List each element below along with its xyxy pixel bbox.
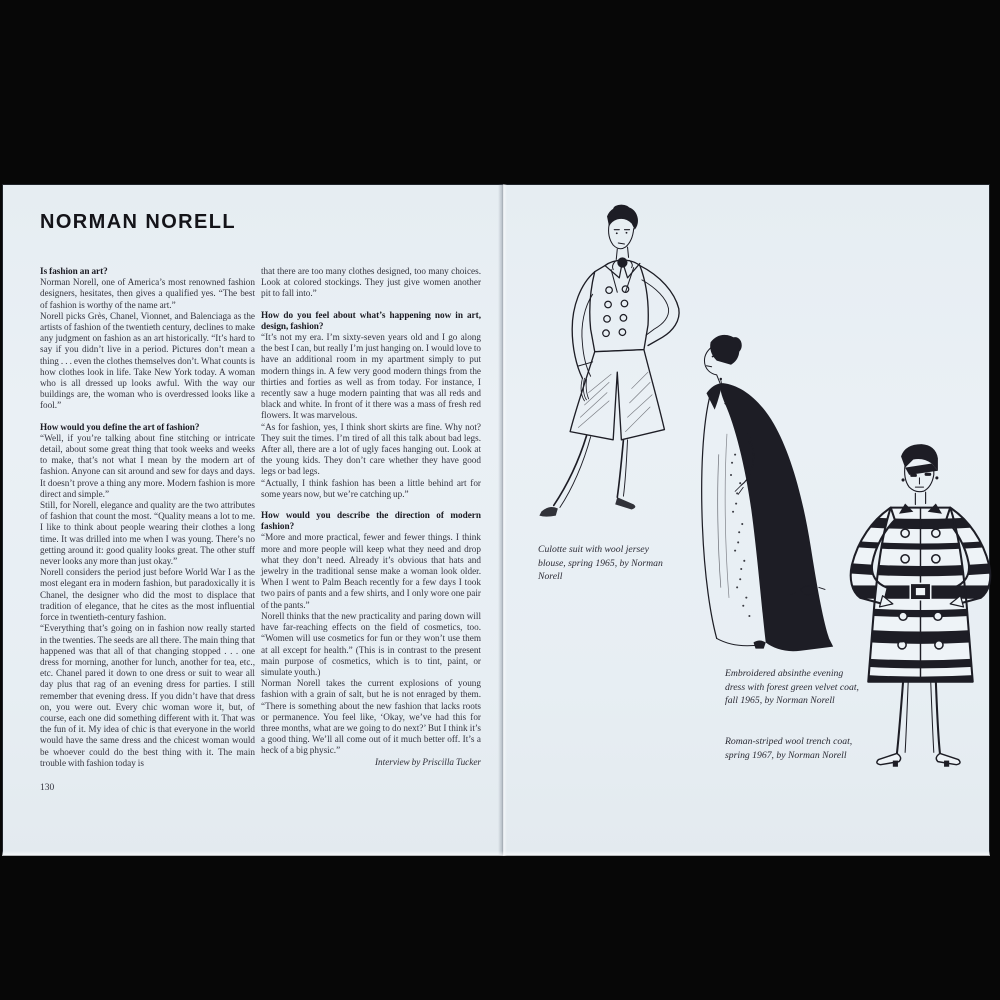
paragraph: “Well, if you’re talking about fine stitching or intricate detail, about some great thing that took weeks and weeks to make, that’s not what I mean by the modern art of fashion. Anyone can sit around and sew for days and days. It doesn’t prove a thing any more. Modern fashion is more direct and simple.” — [40, 432, 255, 499]
paragraph: “As for fashion, yes, I think short skirts are fine. Why not? They suit the times. I’m tired of all this talk about bad legs. After all, there are a lot of ugly faces hanging out. Look at the young kids. They don’t care whether they have good legs or bad legs. — [261, 421, 481, 477]
paragraph: Norman Norell takes the current explosions of young fashion with a grain of salt, but he is not enraged by them. “There is something about the new fashion that lacks roots or permanence. You feel like, ‘Okay, we’ve had this for three months, what are we going to do next?’ But I think it’s a good thing. We’ll all come out of it much better off. It’s a heck of a big physic.” — [261, 678, 481, 756]
book-spread — [2, 184, 990, 856]
paragraph: Norell considers the period just before World War I as the most elegant era in modern fashion, but paradoxically it is Chanel, the designer who did the most to displace that tradition of elegance, that he cites as the most influential force in twentieth-century fashion. — [40, 567, 255, 623]
article-body — [40, 266, 481, 769]
illustration-caption: Roman-striped wool trench coat, spring 1967, by Norman Norell — [725, 736, 853, 761]
paragraph: “It’s not my era. I’m sixty-seven years old and I go along the best I can, but really I’m just hanging on. I would love to have an additional room in my apartment simply to put modern things in. A few very good modern things from the thirties and forties as well as from today. For instance, I recently saw a huge modern painting that was all reds and black and white. In front of it there was a mass of fresh red flowers. It was marvelous. — [261, 332, 481, 421]
paragraph: that there are too many clothes designed, too many choices. Look at colored stockings. They just give women another pit to fall into.” — [261, 266, 481, 299]
paragraph: Norman Norell, one of America’s most renowned fashion designers, hesitates, then gives a qualified yes. “The best of fashion is worthy of the name art.” — [40, 277, 255, 310]
evening-dress-illustration — [658, 332, 850, 664]
byline: Interview by Priscilla Tucker — [374, 756, 481, 767]
question-heading: How would you describe the direction of modern fashion? — [261, 510, 481, 532]
question-heading: Is fashion an art? — [40, 266, 108, 276]
paragraph: “More and more practical, fewer and fewer things. I think more and more people will keep what they need and drop what they don’t need. Already it’s obvious that hats and jewelry in the traditional sense make a woman look older. When I went to Palm Beach recently for a few days I took two pairs of pants and a few shirts, and I only wore one pair of the pants.” — [261, 532, 481, 610]
illustration-caption: Culotte suit with wool jersey blouse, spring 1965, by Norman Norell — [538, 544, 663, 582]
paragraph: “Everything that’s going on in fashion now really started in the twenties. The seeds are all there. The main thing that happened was that all of that changing stopped . . . one dress for morning, another for lunch, another for tea, etc., etc. Chanel pared it down to one dress or suit to wear all day plus that rag of an evening dress for parties. I still remember that evening dress. If you didn’t have that dress on, you were out. Every chic woman wore it, but, of course, each one did something different with it. That was the fun of it. My idea of chic is that everyone in the world would have the same dress and the chicest woman would be whoever could do the best thing with it. The main trouble with fashion today is — [40, 623, 255, 768]
page-title: NORMAN NORELL — [40, 211, 236, 233]
paragraph: Norell picks Grès, Chanel, Vionnet, and Balenciaga as the artists of fashion of the twentieth century, declines to make any judgment on fashion as an art historically. “It’s hard to say if you didn’t live in a period. Pictures don’t mean a thing . . . even the clothes themselves don’t. What counts is how clothes look in life. Take New York today. A woman who is all dressed up looks awful. With the way our buildings are, the woman who is overdressed looks like a fool.” — [40, 310, 255, 411]
page-bottom-edge — [2, 851, 990, 856]
striped-trench-illustration — [845, 440, 997, 778]
page-number: 130 — [40, 783, 55, 793]
article-column-1 — [40, 266, 255, 769]
paragraph: Still, for Norell, elegance and quality are the two attributes of fashion that count the most. “Quality means a lot to me. I like to think about people wearing their clothes a long time. It was drilled into me when I was young. There’s no getting around it: good quality looks great. The other stuff never looks any more than just okay.” — [40, 500, 255, 567]
paragraph: Norell thinks that the new practicality and paring down will have far-reaching effects on the field of cosmetics, too. “Women will use cosmetics for fun or they won’t use them at all except for health.” (This is in contrast to the present main purpose of cosmetics, which is to tint, paint, or simulate youth.) — [261, 610, 481, 677]
page-gutter — [498, 184, 507, 856]
question-heading: How do you feel about what’s happening now in art, design, fashion? — [261, 309, 481, 331]
article-column-2 — [261, 266, 481, 769]
question-heading: How would you define the art of fashion? — [40, 421, 200, 432]
illustration-caption: Embroidered absinthe evening dress with forest green velvet coat, fall 1965, by Norman Norell — [725, 668, 859, 706]
paragraph: “Actually, I think fashion has been a little behind art for some years now, but we’re catching up.” — [261, 477, 481, 499]
